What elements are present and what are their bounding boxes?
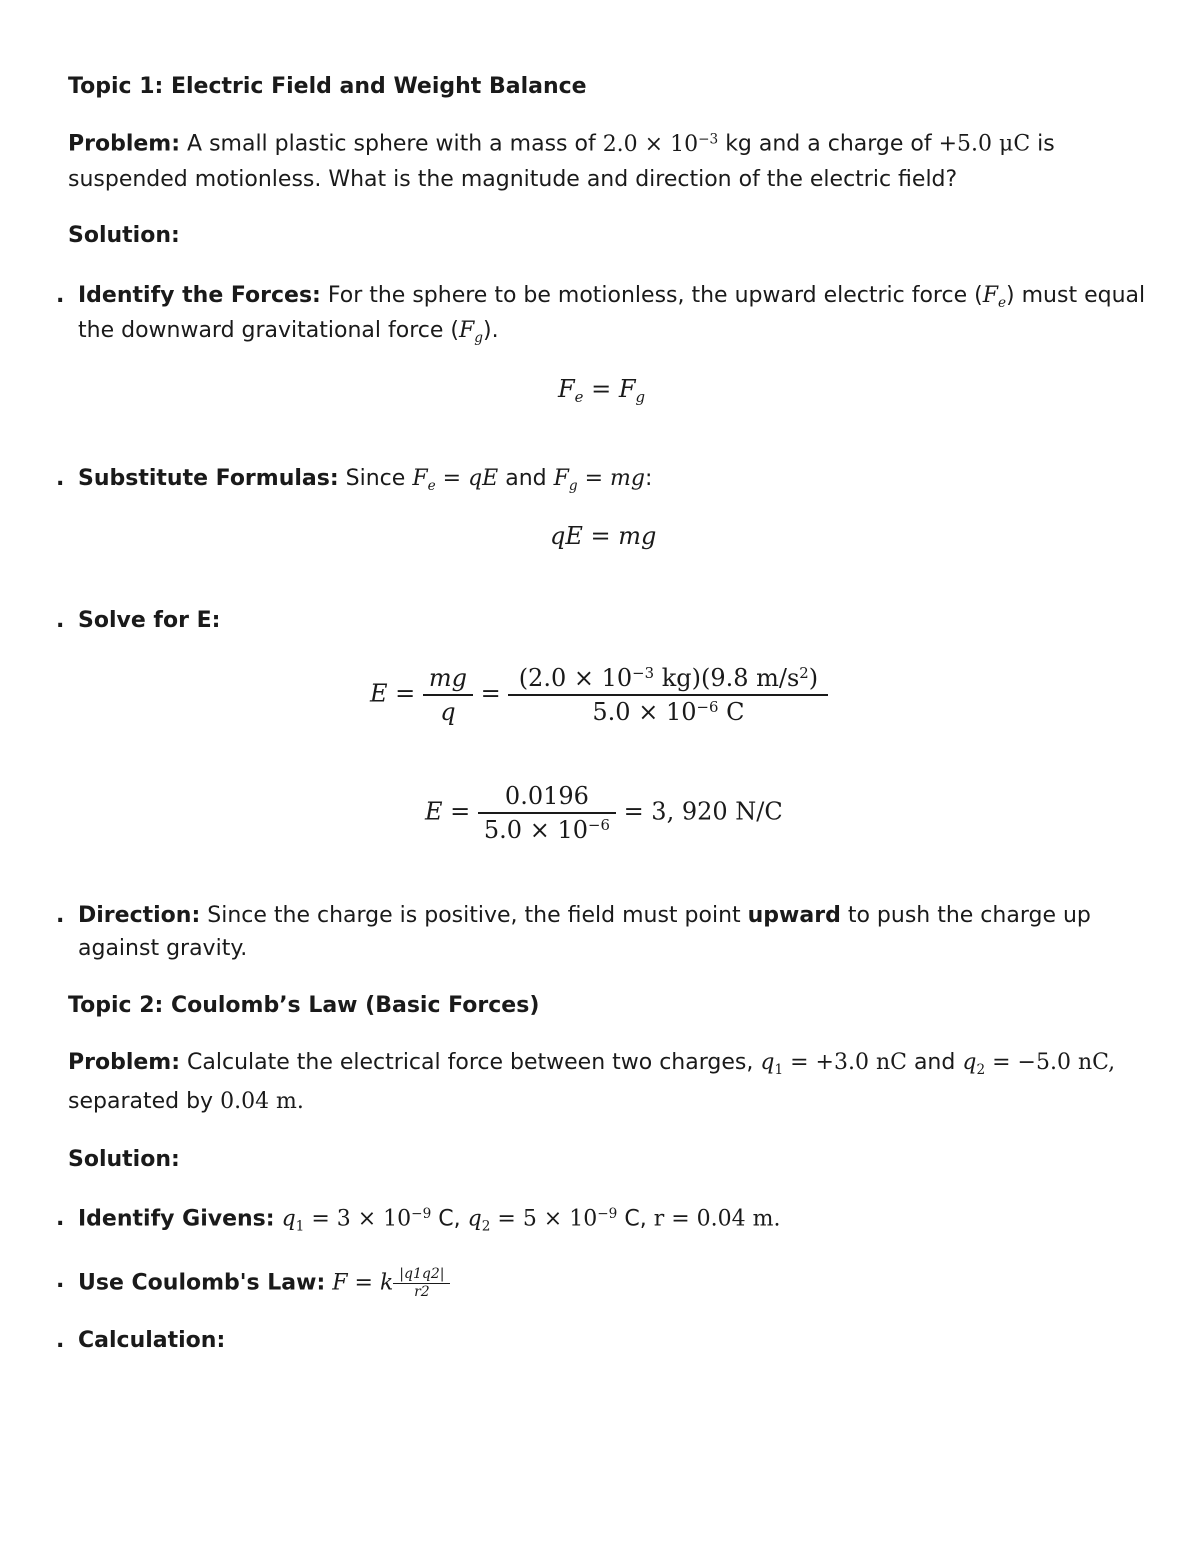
step-calculation: Calculation:: [78, 1328, 226, 1353]
topic1-solution-label: Solution:: [68, 223, 180, 248]
topic1-problem-line1: Problem: A small plastic sphere with a mass of $2.0 \times 10^{-3}$ kg and a charge of +5.0 μC is: [68, 131, 1055, 157]
topic2-heading: Topic 2: Coulomb’s Law (Basic Forces): [68, 993, 540, 1018]
bullet: .: [56, 466, 65, 491]
step-solve-for-e: Solve for E:: [78, 608, 221, 633]
bullet: .: [56, 1206, 65, 1231]
step-coulombs-law: Use Coulomb's Law: F = k $\frac{|q1q2|}{r2}$: [78, 1268, 450, 1299]
equation-e-result: E = $\frac{0.0196}{5.0 \times 10^{-6}}$ = 3, 920 N/C: [425, 782, 783, 845]
bullet: .: [56, 608, 65, 633]
equation-qe-mg: qE = mg: [550, 522, 657, 550]
topic2-solution-label: Solution:: [68, 1147, 180, 1172]
problem-text: A small plastic sphere with a mass of: [187, 131, 596, 157]
step-identify-givens: Identify Givens: $q_1 = 3 \times 10^{-9}$ C, $q_2 = 5 \times 10^{-9}$ C, r = 0.04 m.: [78, 1206, 781, 1235]
step-direction-line2: against gravity.: [78, 936, 248, 961]
mass-value: $2.0 \times 10^{-3}$: [602, 131, 719, 157]
bullet: .: [56, 283, 65, 308]
bullet: .: [56, 903, 65, 928]
step-identify-forces: Identify the Forces: For the sphere to be motionless, the upward electric force $(F_e)$ must equal: [78, 283, 1146, 311]
bullet: .: [56, 1268, 65, 1293]
topic2-problem-line1: Problem: Calculate the electrical force between two charges, $q_1 = +3.0$ nC and $q_2 = -5.0$ nC,: [68, 1050, 1116, 1078]
topic1-heading: Topic 1: Electric Field and Weight Balance: [68, 74, 587, 99]
topic2-problem-line2: separated by 0.04 m.: [68, 1089, 304, 1114]
topic1-problem-line2: suspended motionless. What is the magnitude and direction of the electric field?: [68, 167, 958, 192]
step-direction: Direction: Since the charge is positive, the field must point upward to push the charge up: [78, 903, 1091, 928]
step-substitute-formulas: Substitute Formulas: Since $F_e$ = qE and $F_g$ = mg:: [78, 466, 653, 494]
equation-e-formula: E = $\frac{mg}{q}$ = $\frac{(2.0 \times 10^{-3} kg)(9.8 m/s^2)}{5.0 \times 10^{-6} C}$: [370, 664, 828, 726]
charge-value: +5.0 μC: [938, 131, 1031, 157]
step-identify-forces-line2: the downward gravitational force $(F_g)$.: [78, 318, 499, 346]
problem-label: Problem:: [68, 131, 181, 157]
equation-fe-fg: $F_e = F_g$: [558, 375, 646, 407]
bullet: .: [56, 1328, 65, 1353]
